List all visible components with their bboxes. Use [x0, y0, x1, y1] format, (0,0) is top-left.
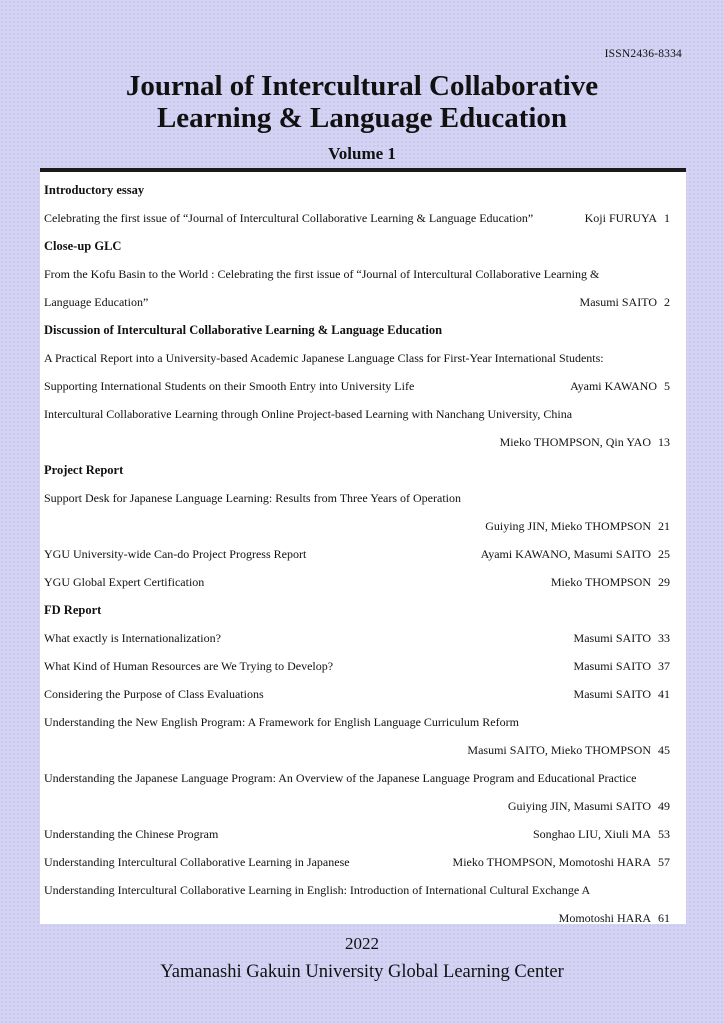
entry-title: Understanding Intercultural Collaborative Learning in English: Introduction of International Cultural Exchange A — [44, 883, 591, 897]
toc-entry[interactable] — [44, 624, 670, 652]
issn-number: ISSN2436-8334 — [604, 48, 682, 60]
toc-entry-line[interactable] — [44, 792, 670, 820]
toc-entry-line[interactable] — [44, 372, 670, 400]
toc-entry[interactable] — [44, 680, 670, 708]
entry-title: Understanding the Japanese Language Program: An Overview of the Japanese Language Program and Educational Practice — [44, 771, 637, 785]
toc-entry-line[interactable] — [44, 736, 670, 764]
entry-title: Support Desk for Japanese Language Learning: Results from Three Years of Operation — [44, 491, 461, 505]
entry-page: 33 — [658, 631, 670, 645]
toc-entry-line[interactable] — [44, 344, 670, 372]
toc-entry[interactable] — [44, 540, 670, 568]
entry-author: Mieko THOMPSON — [550, 575, 651, 589]
entry-page: 49 — [658, 799, 670, 813]
entry-title: YGU Global Expert Certification — [44, 575, 205, 589]
entry-title: From the Kofu Basin to the World : Celebrating the first issue of “Journal of Intercultural Collaborative Learning & — [44, 267, 600, 281]
toc-entry-line[interactable] — [44, 484, 670, 512]
entry-title: What exactly is Internationalization? — [44, 631, 221, 645]
journal-title-line2: Learning & Language Education — [156, 102, 568, 134]
entry-page: 45 — [658, 743, 670, 757]
entry-author: Ayami KAWANO, Masumi SAITO — [480, 547, 651, 561]
toc-entry-line[interactable] — [44, 764, 670, 792]
entry-page: 41 — [658, 687, 670, 701]
toc-entry[interactable] — [44, 652, 670, 680]
volume-label: Volume 1 — [328, 144, 396, 163]
entry-title-continued: Supporting International Students on their Smooth Entry into University Life — [44, 379, 415, 393]
entry-title: Understanding the New English Program: A Framework for English Language Curriculum Reform — [44, 715, 519, 729]
entry-author: Masumi SAITO — [573, 659, 651, 673]
entry-page: 1 — [664, 211, 670, 225]
entry-title: Celebrating the first issue of “Journal of Intercultural Collaborative Learning & Language Education” — [44, 211, 534, 225]
toc-entry[interactable] — [44, 848, 670, 876]
toc-entry-line[interactable] — [44, 512, 670, 540]
entry-author: Masumi SAITO — [579, 295, 657, 309]
entry-author: Guiying JIN, Masumi SAITO — [507, 799, 651, 813]
table-of-contents — [40, 172, 686, 924]
publication-year: 2022 — [345, 934, 379, 953]
entry-title-continued: Language Education” — [44, 295, 149, 309]
entry-title: Intercultural Collaborative Learning through Online Project-based Learning with Nanchang University, China — [44, 407, 573, 421]
toc-entry-line[interactable] — [44, 904, 670, 932]
entry-title: Considering the Purpose of Class Evaluations — [44, 687, 264, 701]
section-heading-discussion: Discussion of Intercultural Collaborative Learning & Language Education — [44, 323, 443, 337]
section-heading-fd: FD Report — [44, 603, 102, 617]
toc-entry-line[interactable] — [44, 876, 670, 904]
journal-title-line1: Journal of Intercultural Collaborative — [125, 70, 599, 102]
entry-page: 25 — [658, 547, 670, 561]
toc-entry[interactable] — [44, 204, 670, 232]
entry-title: YGU University-wide Can-do Project Progress Report — [44, 547, 307, 561]
entry-title: Understanding the Chinese Program — [44, 827, 219, 841]
toc-entry[interactable] — [44, 568, 670, 596]
entry-author: Koji FURUYA — [584, 211, 657, 225]
entry-author: Masumi SAITO — [573, 631, 651, 645]
entry-author: Mieko THOMPSON, Momotoshi HARA — [452, 855, 651, 869]
section-heading-project: Project Report — [44, 463, 124, 477]
entry-page: 57 — [658, 855, 670, 869]
journal-title — [0, 70, 724, 134]
entry-title: A Practical Report into a University-based Academic Japanese Language Class for First-Year International Students: — [44, 351, 604, 365]
toc-entry-line[interactable] — [44, 260, 670, 288]
section-heading-closeup: Close-up GLC — [44, 239, 122, 253]
entry-page: 5 — [664, 379, 670, 393]
publisher-name: Yamanashi Gakuin University Global Learning Center — [160, 962, 564, 982]
toc-entry-line[interactable] — [44, 708, 670, 736]
entry-title: What Kind of Human Resources are We Trying to Develop? — [44, 659, 334, 673]
entry-author: Songhao LIU, Xiuli MA — [533, 827, 651, 841]
entry-page: 21 — [658, 519, 670, 533]
section-heading-introductory: Introductory essay — [44, 183, 145, 197]
entry-page: 37 — [658, 659, 670, 673]
entry-author: Mieko THOMPSON, Qin YAO — [499, 435, 651, 449]
entry-author: Masumi SAITO, Mieko THOMPSON — [467, 743, 651, 757]
entry-author: Guiying JIN, Mieko THOMPSON — [485, 519, 651, 533]
entry-page: 29 — [658, 575, 670, 589]
toc-entry-line[interactable] — [44, 288, 670, 316]
entry-page: 53 — [658, 827, 670, 841]
entry-page: 61 — [658, 911, 670, 925]
entry-title: Understanding Intercultural Collaborative Learning in Japanese — [44, 855, 350, 869]
entry-author: Masumi SAITO — [573, 687, 651, 701]
entry-author: Ayami KAWANO — [570, 379, 657, 393]
entry-author: Momotoshi HARA — [558, 911, 651, 925]
toc-entry[interactable] — [44, 820, 670, 848]
entry-page: 2 — [664, 295, 670, 309]
toc-entry-line[interactable] — [44, 400, 670, 428]
entry-page: 13 — [658, 435, 670, 449]
toc-entry-line[interactable] — [44, 428, 670, 456]
